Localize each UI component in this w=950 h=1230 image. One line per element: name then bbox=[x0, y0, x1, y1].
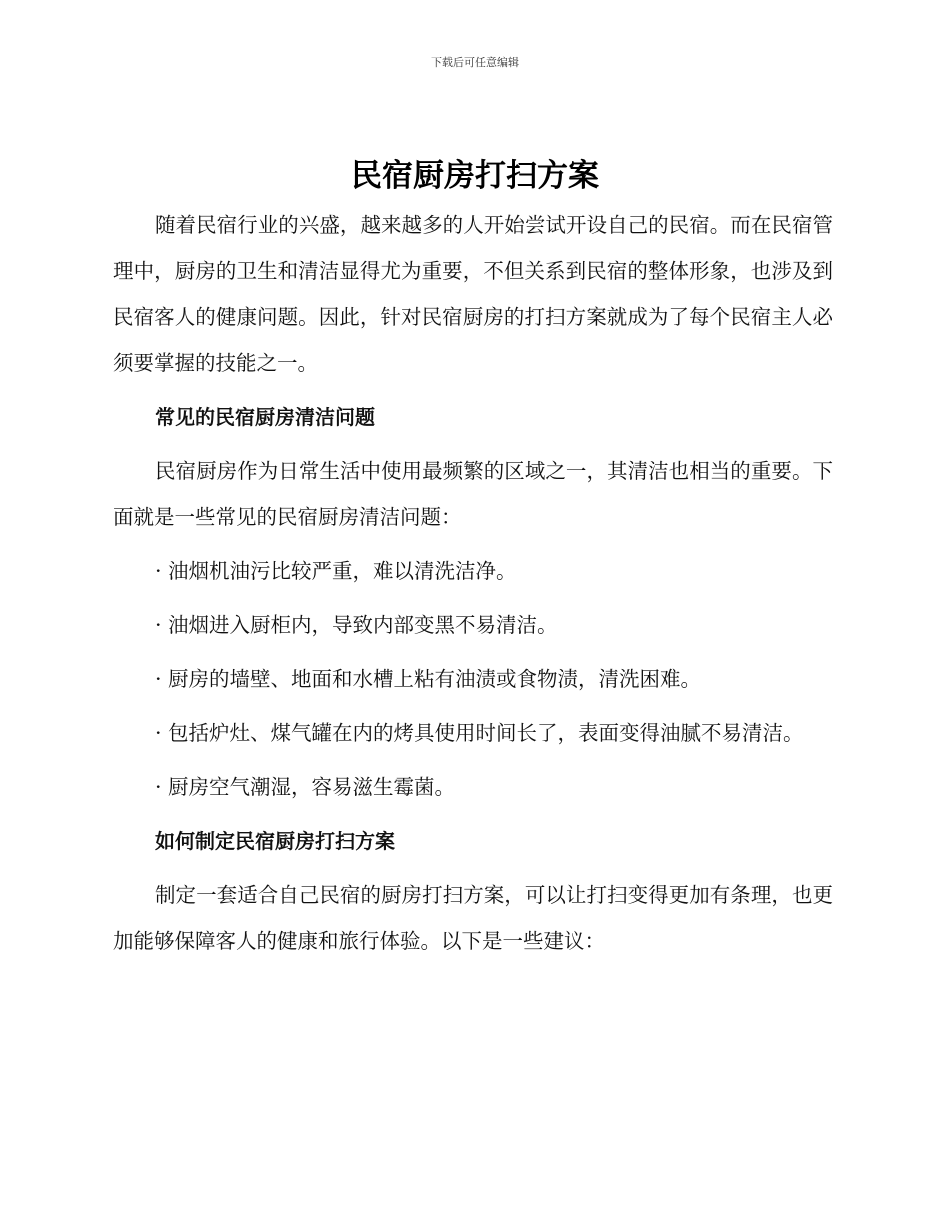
bullet-item: · 厨房的墙壁、地面和水槽上粘有油渍或食物渍，清洗困难。 bbox=[155, 667, 702, 691]
intro-paragraph: 随着民宿行业的兴盛，越来越多的人开始尝试开设自己的民宿。而在民宿管理中，厨房的卫生和清洁显得尤为重要，不但关系到民宿的整体形象，也涉及到民宿客人的健康问题。因此，针对民宿厨房的打扫方案就成为了每个民宿主人必须要掌握的技能之一。 bbox=[113, 213, 833, 375]
bullet-item: · 包括炉灶、煤气罐在内的烤具使用时间长了，表面变得油腻不易清洁。 bbox=[155, 721, 804, 745]
section-heading-common-problems: 常见的民宿厨房清洁问题 bbox=[155, 405, 375, 429]
header-note: 下载后可任意编辑 bbox=[431, 56, 519, 69]
bullet-item: · 油烟机油污比较严重，难以清洗洁净。 bbox=[155, 559, 517, 583]
bullet-item: · 厨房空气潮湿，容易滋生霉菌。 bbox=[155, 775, 456, 799]
section-heading-cleaning-plan: 如何制定民宿厨房打扫方案 bbox=[155, 829, 395, 853]
document-title: 民宿厨房打扫方案 bbox=[351, 158, 599, 194]
document-body bbox=[113, 202, 833, 964]
bullet-item: · 油烟进入厨柜内，导致内部变黑不易清洁。 bbox=[155, 613, 558, 637]
section-paragraph-cleaning-plan: 制定一套适合自己民宿的厨房打扫方案，可以让打扫变得更加有条理，也更加能够保障客人的健康和旅行体验。以下是一些建议： bbox=[113, 883, 833, 953]
section-paragraph-common-problems: 民宿厨房作为日常生活中使用最频繁的区域之一，其清洁也相当的重要。下面就是一些常见的民宿厨房清洁问题： bbox=[113, 459, 833, 529]
